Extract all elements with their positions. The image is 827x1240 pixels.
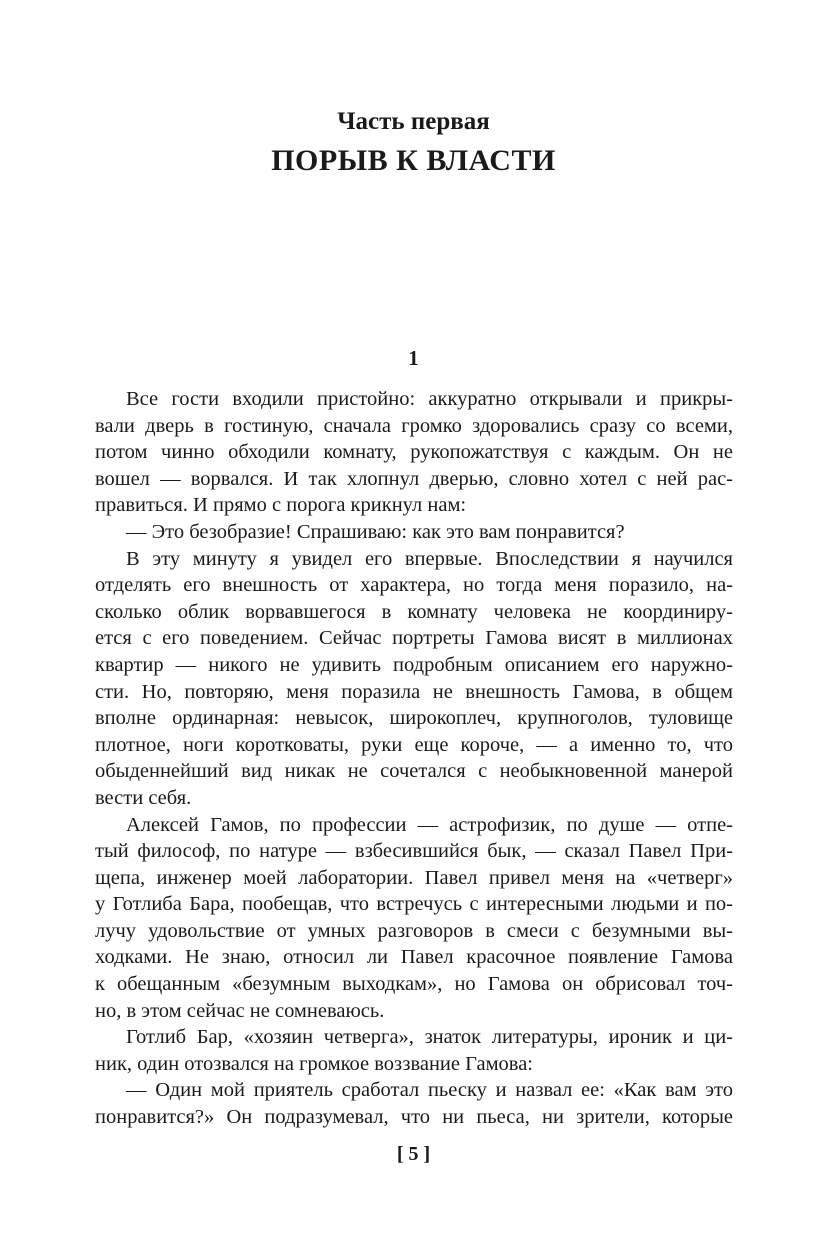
- text-line: к обещанным «безумным выходкам», но Гамова он обрисовал точ-: [95, 973, 733, 996]
- text-line: ник, один отозвался на громкое воззвание Гамова:: [95, 1052, 533, 1075]
- page-number: [ 5 ]: [396, 1143, 431, 1165]
- text-line: ется с его поведением. Сейчас портреты Гамова висят в миллионах: [95, 627, 733, 650]
- text-line: щепа, инженер моей лаборатории. Павел привел меня на «четверг»: [95, 866, 733, 889]
- text-line: В эту минуту я увидел его впервые. Впоследствии я научился: [126, 547, 733, 570]
- text-line: понравится?» Он подразумевал, что ни пьеса, ни зрители, которые: [95, 1106, 733, 1129]
- text-line: правиться. И прямо с порога крикнул нам:: [95, 494, 467, 517]
- text-line: квартир — никого не удивить подробным описанием его наружно-: [95, 653, 733, 676]
- text-line: вошел — ворвался. И так хлопнул дверью, словно хотел с ней рас-: [95, 467, 733, 490]
- text-line: — Один мой приятель сработал пьеску и назвал ее: «Как вам это: [126, 1079, 733, 1102]
- text-line: ходками. Не знаю, относил ли Павел красочное появление Гамова: [95, 946, 733, 969]
- part-title: ПОРЫВ К ВЛАСТИ: [271, 144, 556, 177]
- text-line: вести себя.: [95, 786, 192, 809]
- text-line: лучу удовольствие от умных разговоров в смеси с безумными вы-: [95, 919, 733, 942]
- text-line: вполне ординарная: невысок, широкоплеч, крупноголов, туловище: [95, 707, 733, 730]
- body-text: [95, 386, 733, 1131]
- text-line: — Это безобразие! Спрашиваю: как это вам понравится?: [126, 520, 625, 543]
- part-label: Часть первая: [337, 108, 490, 135]
- text-line: Готлиб Бар, «хозяин четверга», знаток литературы, ироник и ци-: [126, 1026, 733, 1049]
- text-line: но, в этом сейчас не сомневаюсь.: [95, 999, 385, 1022]
- text-line: у Готлиба Бара, пообещав, что встречусь с интересными людьми и по-: [95, 893, 733, 916]
- text-line: Алексей Гамов, по профессии — астрофизик, по душе — отпе-: [126, 813, 733, 836]
- text-line: сти. Но, повторяю, меня поразила не внешность Гамова, в общем: [95, 680, 733, 703]
- text-line: Все гости входили пристойно: аккуратно открывали и прикры-: [126, 388, 733, 410]
- text-line: обыденнейший вид никак не сочетался с необыкновенной манерой: [95, 760, 733, 783]
- text-line: потом чинно обходили комнату, рукопожатствуя с каждым. Он не: [95, 441, 733, 464]
- text-line: вали дверь в гостиную, сначала громко здоровались сразу со всеми,: [95, 414, 733, 437]
- text-line: отделять его внешность от характера, но тогда меня поразило, на-: [95, 574, 733, 597]
- text-line: плотное, ноги коротковаты, руки еще короче, — а именно то, что: [95, 733, 733, 756]
- text-line: сколько облик ворвавшегося в комнату человека не координиру-: [95, 600, 733, 623]
- text-line: тый философ, по натуре — взбесившийся бык, — сказал Павел При-: [95, 840, 733, 863]
- chapter-number: 1: [408, 346, 419, 370]
